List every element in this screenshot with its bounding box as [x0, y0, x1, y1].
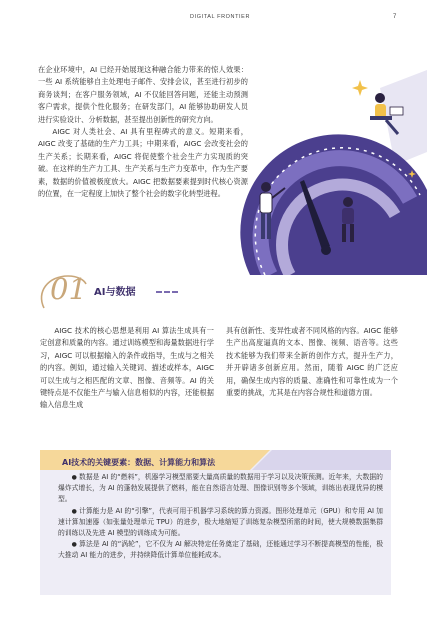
bullet-icon: ● — [71, 541, 77, 549]
bullet-icon: ● — [71, 474, 77, 481]
intro-paragraph-2: AIGC 对人类社会、AI 具有里程碑式的意义。短期来看，AIGC 改变了基础的生产力工具；中期来看，AIGC 会改变社会的生产关系；长期来看，AIGC 将促使整个社会生产力实现质的突破。在这样的生产力工具、生产关系与生产力变革中，作为生产要素，数据的价值被极度放大。AIGC 把数据要素提到时代核心资源的位置，在一定程度上加快了整个社会的数字化转型进程。 — [38, 127, 248, 199]
callout-body — [58, 472, 383, 562]
intro-paragraph-1: 在企业环境中，AI 已经开始展现这种融合能力带来的惊人效果：一些 AI 系统能够自主处理电子邮件、安排会议，甚至进行初步的商务谈判；在客户服务领域，AI 不仅能回答问题，还能主动预测客户需求，提供个性化服务；在研发部门，AI 能够协助研发人员进行实验设计、分析数据，甚至提出创新性的研究方向。 — [38, 65, 248, 124]
callout-item-algorithm: ● 算法是 AI 的“涡轮”，它不仅为 AI 解决特定任务奠定了基础，还能通过学习不断提高模型的性能，极大推动 AI 能力的进步，并持续降低计算单位能耗成本。 — [58, 540, 383, 560]
body-column-left — [40, 325, 214, 412]
section-divider — [156, 291, 178, 295]
page-header — [0, 0, 427, 44]
body-left-paragraph: AIGC 技术的核心思想是利用 AI 算法生成具有一定创意和质量的内容。通过训练模型和海量数据进行学习，AIGC 可以根据输入的条件或指导，生成与之相关的内容。例如，通过输入关键词、描述或样本，AIGC 可以生成与之相匹配的文章、图像、音频等。AI 的关键特点是不仅能生产与输入信息相似的内容，还能根据输入信息生成 — [40, 326, 214, 410]
key-elements-callout — [40, 450, 391, 595]
body-right-paragraph: 具有创新性、变异性或者不同风格的内容。AIGC 能够生产出高度逼真的文本、图像、视频、语音等。这些技术能够为我们带来全新的创作方式，提升生产力，并开辟诸多创新应用。然而，随着 AIGC 的广泛应用，确保生成内容的质量、准确性和可靠性成为一个重要的挑战，尤其是在内容合规性和道德方面。 — [226, 326, 398, 398]
section-heading — [36, 272, 196, 312]
section-title: AI与数据 — [94, 287, 136, 298]
callout-item-compute: ● 计算能力是 AI 的“引擎”，代表可用于机器学习系统的算力资源。图形处理单元（GPU）和专用 AI 加速计算加速器（如张量处理单元 TPU）的进步，极大地缩短了训练复杂模型所需的时间，使大规模数据集群的训练以及先进 AI 模型的训练成为可能。 — [58, 506, 383, 538]
productivity-gauge-illustration — [230, 60, 427, 275]
section-number: 01 — [50, 272, 87, 306]
magazine-title: DIGITAL FRONTIER — [190, 14, 251, 20]
callout-title: AI技术的关键要素：数据、计算能力和算法 — [62, 458, 216, 467]
intro-text — [38, 64, 248, 200]
page-number: 7 — [393, 14, 397, 20]
body-column-right — [226, 325, 398, 399]
callout-item-data: ● 数据是 AI 的“燃料”，机器学习模型需要大量高质量的数据用于学习以及决策预测。近年来，大数据的爆炸式增长，为 AI 的蓬勃发展提供了燃料，能在自然语言处理、图像识别等多个领域，训练出表现优异的模型。 — [58, 473, 383, 504]
bullet-icon: ● — [71, 507, 77, 515]
